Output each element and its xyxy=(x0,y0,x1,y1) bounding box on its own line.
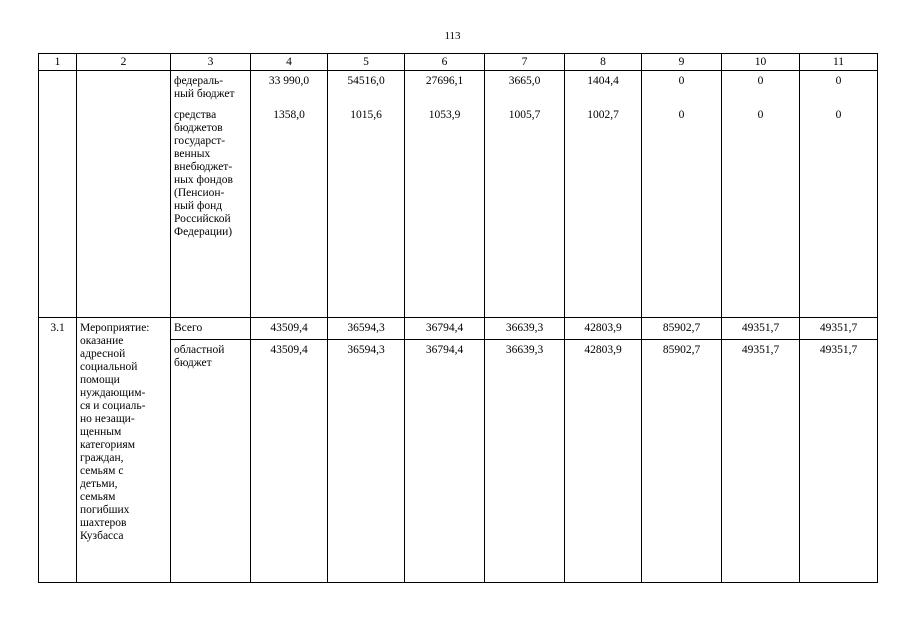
value-cell: 49351,7 xyxy=(800,340,878,583)
value-cell: 36794,4 xyxy=(405,318,485,340)
column-header: 3 xyxy=(171,54,251,71)
column-header: 4 xyxy=(251,54,328,71)
value-cell: 1015,6 xyxy=(328,105,405,318)
funding-source-cell: Всего xyxy=(171,318,251,340)
value-cell: 1358,0 xyxy=(251,105,328,318)
row-number-cell: 3.1 xyxy=(39,318,77,583)
value-cell: 36594,3 xyxy=(328,340,405,583)
value-cell: 42803,9 xyxy=(565,340,642,583)
column-header: 1 xyxy=(39,54,77,71)
value-cell: 42803,9 xyxy=(565,318,642,340)
funding-source-cell: областной бюджет xyxy=(171,340,251,583)
value-cell: 49351,7 xyxy=(722,318,800,340)
column-header: 2 xyxy=(77,54,171,71)
activity-cell: Мероприятие: оказание адресной социальной помощи нуждающим- ся и социаль- но незащи- щенным категориям граждан, семьям с детьми, семьям погибших шахтеров Кузбасса xyxy=(77,318,171,583)
value-cell: 0 xyxy=(642,105,722,318)
value-cell: 36594,3 xyxy=(328,318,405,340)
value-cell: 54516,0 xyxy=(328,71,405,106)
value-cell: 1053,9 xyxy=(405,105,485,318)
value-cell: 36794,4 xyxy=(405,340,485,583)
value-cell: 1002,7 xyxy=(565,105,642,318)
value-cell: 33 990,0 xyxy=(251,71,328,106)
value-cell: 27696,1 xyxy=(405,71,485,106)
budget-table xyxy=(38,53,878,583)
value-cell: 0 xyxy=(642,71,722,106)
table-row xyxy=(39,318,878,340)
value-cell: 49351,7 xyxy=(722,340,800,583)
value-cell: 0 xyxy=(800,105,878,318)
value-cell: 0 xyxy=(800,71,878,106)
row-number-cell xyxy=(39,71,77,318)
column-header: 9 xyxy=(642,54,722,71)
value-cell: 49351,7 xyxy=(800,318,878,340)
column-header: 11 xyxy=(800,54,878,71)
funding-source-cell: федераль- ный бюджет xyxy=(171,71,251,106)
table-row xyxy=(39,71,878,106)
page-number: 113 xyxy=(444,30,461,42)
column-header: 6 xyxy=(405,54,485,71)
value-cell: 85902,7 xyxy=(642,340,722,583)
value-cell: 85902,7 xyxy=(642,318,722,340)
value-cell: 1005,7 xyxy=(485,105,565,318)
activity-cell xyxy=(77,71,171,318)
funding-source-cell: средства бюджетов государст- венных внебюджет- ных фондов (Пенсион- ный фонд Российской Федерации) xyxy=(171,105,251,318)
column-header: 7 xyxy=(485,54,565,71)
value-cell: 36639,3 xyxy=(485,340,565,583)
column-header: 8 xyxy=(565,54,642,71)
column-header: 5 xyxy=(328,54,405,71)
column-header: 10 xyxy=(722,54,800,71)
value-cell: 3665,0 xyxy=(485,71,565,106)
value-cell: 0 xyxy=(722,105,800,318)
value-cell: 43509,4 xyxy=(251,318,328,340)
value-cell: 36639,3 xyxy=(485,318,565,340)
value-cell: 0 xyxy=(722,71,800,106)
header-row xyxy=(39,54,878,71)
value-cell: 1404,4 xyxy=(565,71,642,106)
value-cell: 43509,4 xyxy=(251,340,328,583)
